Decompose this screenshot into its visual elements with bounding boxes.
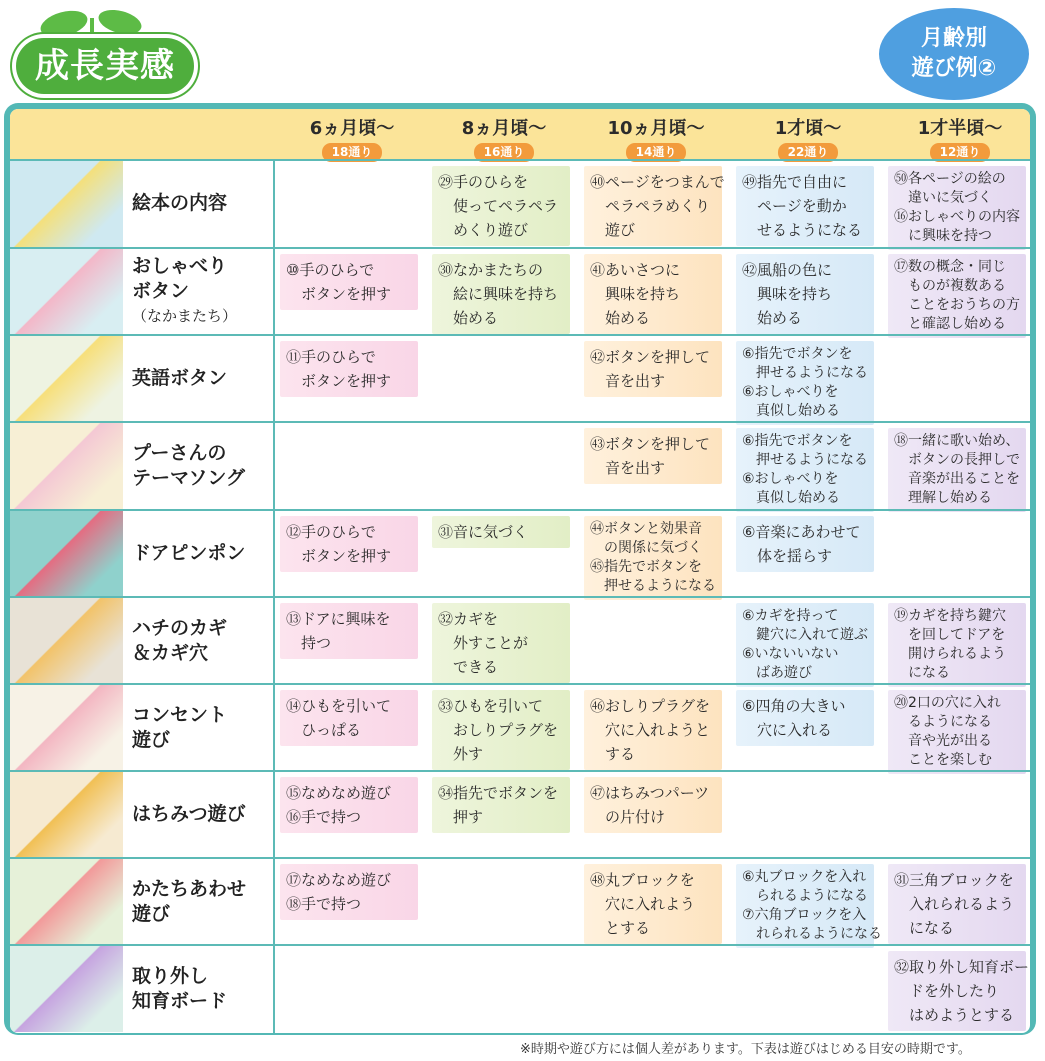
footnote: ※時期や遊び方には個人差があります。下表は遊びはじめる目安の時期です。 (520, 1042, 971, 1057)
column-header (580, 109, 732, 160)
play-cell: ⑱一緒に歌い始め、 ボタンの長押しで 音楽が出ることを 理解し始める (888, 428, 1026, 512)
play-cell: ⑪手のひらで ボタンを押す (280, 341, 418, 397)
column-header (732, 109, 884, 160)
row-label (132, 422, 245, 509)
play-cell: ⑥音楽にあわせて 体を揺らす (736, 516, 874, 572)
table-row (10, 945, 1030, 1032)
column-divider (579, 160, 581, 1033)
table-row (10, 248, 1030, 335)
toy-photo (10, 771, 123, 858)
play-cell: ㉙手のひらを 使ってペラペラ めくり遊び (432, 166, 570, 246)
play-cell: ㊿各ページの絵の 違いに気づく ⑯おしゃべりの内容 に興味を持つ (888, 166, 1026, 250)
row-label (132, 248, 237, 335)
table-row (10, 422, 1030, 509)
row-divider (10, 857, 1030, 859)
toy-photo (10, 248, 123, 335)
row-label (132, 335, 227, 422)
play-cell: ⑰なめなめ遊び ⑱手で持つ (280, 864, 418, 920)
play-cell: ㉚なかまたちの 絵に興味を持ち 始める (432, 254, 570, 334)
play-cell: ⑰数の概念・同じ ものが複数ある ことをおうちの方 と確認し始める (888, 254, 1026, 338)
play-cell: ㊻おしりプラグを 穴に入れようと する (584, 690, 722, 770)
toy-photo (10, 597, 123, 684)
column-divider (731, 160, 733, 1033)
play-cell: ㉝ひもを引いて おしりプラグを 外す (432, 690, 570, 770)
age-play-table (10, 109, 1030, 1033)
play-cell: ㊵ページをつまんで ペラペラめくり 遊び (584, 166, 722, 246)
row-divider (10, 770, 1030, 772)
column-divider (883, 160, 885, 1033)
row-label-text: 英語ボタン (132, 367, 228, 389)
row-label-text: 絵本の内容 (132, 192, 228, 214)
play-cell: ㊶あいさつに 興味を持ち 始める (584, 254, 722, 334)
toy-photo (10, 160, 123, 247)
play-cell: ㉜カギを 外すことが できる (432, 603, 570, 683)
toy-photo (10, 858, 123, 945)
row-divider (10, 509, 1030, 511)
table-row (10, 771, 1030, 858)
column-header (276, 109, 428, 160)
row-divider (10, 596, 1030, 598)
row-label-text: 取り外し 知育ボード (132, 964, 228, 1012)
row-label-text: はちみつ遊び (132, 803, 246, 825)
row-label-sub: （なかまたち） (132, 307, 238, 325)
play-cell: ㊾指先で自由に ページを動か せるようになる (736, 166, 874, 246)
weeks-pill: 16通り (474, 143, 535, 162)
play-cell: ㉛音に気づく (432, 516, 570, 548)
row-label-text: おしゃべり ボタン (132, 255, 228, 302)
play-cell: ⑳2口の穴に入れ るようになる 音や光が出る ことを楽しむ (888, 690, 1026, 774)
row-label-text: プーさんの テーマソング (132, 441, 246, 489)
age-examples-badge (879, 8, 1029, 100)
toy-photo (10, 335, 123, 422)
play-cell: ㊼はちみつパーツ の片付け (584, 777, 722, 833)
play-cell: ⑲カギを持ち鍵穴 を回してドアを 開けられるよう になる (888, 603, 1026, 687)
row-label-text: ハチのカギ ＆カギ穴 (132, 616, 228, 664)
play-cell: ㊽丸ブロックを 穴に入れよう とする (584, 864, 722, 944)
play-cell: ㊹ボタンと効果音 の関係に気づく ㊺指先でボタンを 押せるようになる (584, 516, 722, 600)
toy-photo (10, 422, 123, 509)
row-label (132, 771, 246, 858)
weeks-pill: 12通り (930, 143, 991, 162)
play-cell: ⑥指先でボタンを 押せるようになる ⑥おしゃべりを 真似し始める (736, 341, 874, 425)
row-label-text: ドアピンポン (132, 542, 246, 564)
play-cell: ⑥四角の大きい 穴に入れる (736, 690, 874, 746)
play-cell: ⑫手のひらで ボタンを押す (280, 516, 418, 572)
column-age: 1才半頃～ (917, 118, 1003, 139)
table-row (10, 160, 1030, 247)
row-divider (10, 247, 1030, 249)
row-divider (10, 944, 1030, 946)
play-cell: ⑭ひもを引いて ひっぱる (280, 690, 418, 746)
column-header (884, 109, 1030, 160)
table-row (10, 510, 1030, 597)
row-label (132, 945, 227, 1032)
column-age: 10ヵ月頃～ (607, 118, 705, 139)
column-divider (273, 160, 275, 1033)
table-row (10, 597, 1030, 684)
play-cell: ⑮なめなめ遊び ⑯手で持つ (280, 777, 418, 833)
play-cell: ⑥指先でボタンを 押せるようになる ⑥おしゃべりを 真似し始める (736, 428, 874, 512)
play-cell: ㉜取り外し知育ボー ドを外したり はめようとする (888, 951, 1026, 1031)
toy-photo (10, 945, 123, 1032)
row-divider (10, 421, 1030, 423)
badge-line2: 遊び例② (911, 56, 997, 81)
table-row (10, 335, 1030, 422)
weeks-pill: 18通り (322, 143, 383, 162)
toy-photo (10, 684, 123, 771)
play-cell: ⑥丸ブロックを入れ られるようになる ⑦六角ブロックを入 れられるようになる (736, 864, 874, 948)
row-label-text: かたちあわせ 遊び (132, 877, 247, 925)
table-row (10, 684, 1030, 771)
row-label (132, 510, 245, 597)
row-divider (10, 159, 1030, 161)
row-label-text: コンセント 遊び (132, 703, 228, 751)
table-header (10, 109, 1030, 160)
weeks-pill: 22通り (778, 143, 839, 162)
column-divider (427, 160, 429, 1033)
row-divider (10, 683, 1030, 685)
column-age: 1才頃～ (774, 118, 842, 139)
play-cell: ㊸ボタンを押して 音を出す (584, 428, 722, 484)
play-cell: ⑩手のひらで ボタンを押す (280, 254, 418, 310)
play-cell: ⑥カギを持って 鍵穴に入れて遊ぶ ⑥いないいない ばあ遊び (736, 603, 874, 687)
row-label (132, 684, 227, 771)
column-age: 6ヵ月頃～ (309, 118, 395, 139)
row-label (132, 858, 246, 945)
badge-line1: 月齢別 (920, 26, 987, 51)
play-cell: ㊷ボタンを押して 音を出す (584, 341, 722, 397)
row-label (132, 160, 227, 247)
row-divider (10, 334, 1030, 336)
toy-photo (10, 510, 123, 597)
play-cell: ㊷風船の色に 興味を持ち 始める (736, 254, 874, 334)
column-age: 8ヵ月頃～ (461, 118, 547, 139)
play-cell: ㉛三角ブロックを 入れられるよう になる (888, 864, 1026, 944)
row-label (132, 597, 227, 684)
table-row (10, 858, 1030, 945)
play-cell: ⑬ドアに興味を 持つ (280, 603, 418, 659)
logo-text: 成長実感 (16, 38, 194, 94)
weeks-pill: 14通り (626, 143, 687, 162)
column-header (428, 109, 580, 160)
play-cell: ㉞指先でボタンを 押す (432, 777, 570, 833)
growth-logo (12, 8, 197, 96)
